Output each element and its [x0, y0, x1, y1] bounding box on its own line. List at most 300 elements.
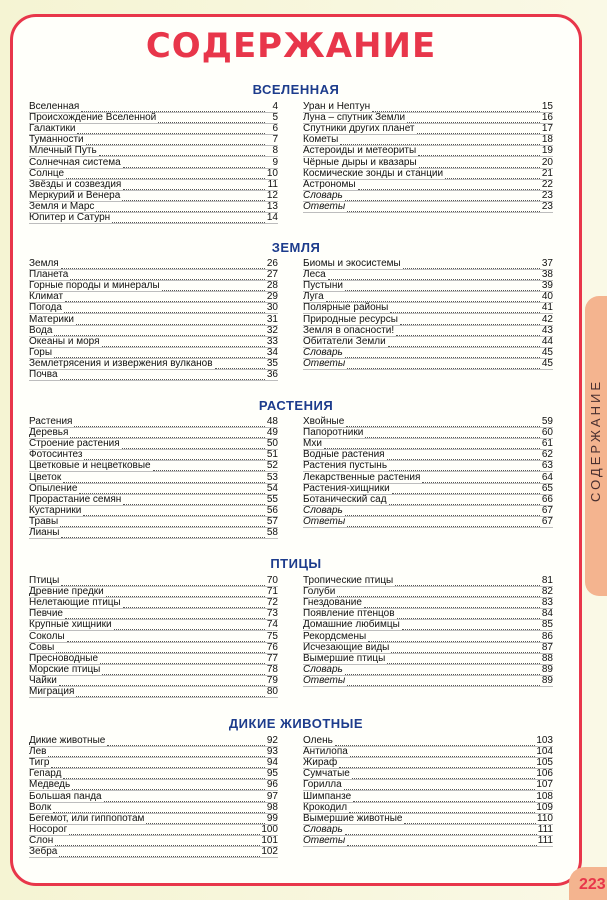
leader-dots: [392, 485, 540, 494]
toc-entry[interactable]: [29, 665, 278, 676]
toc-entry[interactable]: [29, 461, 278, 472]
toc-column-left: [29, 102, 278, 224]
toc-entry-page: 102: [261, 846, 278, 858]
toc-entry-page: 45: [541, 346, 553, 358]
leader-dots: [54, 327, 265, 336]
leader-dots: [372, 103, 540, 112]
toc-entry-page: 18: [541, 134, 553, 146]
toc-entry-title: Домашние любимцы: [303, 619, 400, 631]
toc-entry-title: Ответы: [303, 357, 346, 369]
toc-entry-title: Птицы: [29, 575, 60, 587]
toc-entry-title: Вымершие птицы: [303, 652, 386, 664]
toc-entry-title: Луга: [303, 291, 324, 303]
toc-entry-title: Жираф: [303, 757, 338, 769]
toc-entry-page: 4: [272, 101, 278, 113]
toc-entry-title: Природные ресурсы: [303, 313, 398, 325]
leader-dots: [388, 338, 540, 347]
toc-entry-page: 51: [266, 449, 278, 461]
toc-entry-page: 103: [536, 735, 553, 747]
leader-dots: [347, 677, 540, 686]
leader-dots: [72, 781, 265, 790]
toc-entry[interactable]: [29, 517, 278, 528]
toc-entry-page: 72: [266, 597, 278, 609]
toc-entry-title: Цветок: [29, 471, 62, 483]
leader-dots: [326, 293, 540, 302]
toc-entry-page: 40: [541, 291, 553, 303]
toc-entry-title: Голуби: [303, 586, 336, 598]
leader-dots: [337, 588, 540, 597]
toc-entry-title: Слон: [29, 834, 54, 846]
toc-entry-title: Соколы: [29, 630, 65, 642]
toc-entry[interactable]: [29, 758, 278, 769]
toc-entry-title: Кустарники: [29, 504, 82, 516]
toc-entry-title: Млечный Путь: [29, 145, 97, 157]
toc-entry-page: 26: [266, 258, 278, 270]
toc-entry[interactable]: [303, 428, 553, 439]
toc-entry-page: 29: [266, 291, 278, 303]
leader-dots: [61, 529, 265, 538]
toc-entry-page: 86: [541, 630, 553, 642]
toc-entry-page: 88: [541, 652, 553, 664]
toc-entry-title: Хвойные: [303, 416, 345, 428]
toc-entry-title: Чёрные дыры и квазары: [303, 156, 417, 168]
toc-entry-page: 73: [266, 608, 278, 620]
section-title: ПТИЦЫ: [270, 556, 322, 571]
leader-dots: [402, 621, 540, 630]
leader-dots: [53, 804, 265, 813]
toc-entry-title: Полярные районы: [303, 302, 389, 314]
toc-entry-title: Тропические птицы: [303, 575, 394, 587]
toc-entry-page: 55: [266, 493, 278, 505]
toc-entry-title: Астероиды и метеориты: [303, 145, 417, 157]
toc-entry-title: Пресноводные: [29, 652, 99, 664]
toc-entry-title: Опыление: [29, 482, 78, 494]
leader-dots: [395, 577, 540, 586]
toc-entry-title: Солнце: [29, 167, 65, 179]
leader-dots: [77, 125, 265, 134]
toc-entry-page: 36: [266, 369, 278, 381]
toc-entry[interactable]: [29, 359, 278, 370]
toc-entry-page: 79: [266, 674, 278, 686]
leader-dots: [422, 474, 540, 483]
toc-entry[interactable]: [29, 598, 278, 609]
toc-entry-page: 96: [266, 779, 278, 791]
toc-entry-title: Вода: [29, 324, 53, 336]
toc-entry-title: Словарь: [303, 823, 343, 835]
section-title: ДИКИЕ ЖИВОТНЫЕ: [228, 716, 364, 731]
toc-entry[interactable]: [29, 506, 278, 517]
toc-entry-page: 57: [266, 515, 278, 527]
leader-dots: [67, 633, 265, 642]
leader-dots: [404, 815, 536, 824]
toc-entry-title: Медведь: [29, 779, 71, 791]
leader-dots: [61, 260, 265, 269]
toc-entry-title: Миграция: [29, 686, 75, 698]
leader-dots: [61, 577, 265, 586]
leader-dots: [389, 462, 540, 471]
toc-entry-page: 92: [266, 735, 278, 747]
toc-entry-page: 33: [266, 335, 278, 347]
toc-entry-title: Ответы: [303, 834, 346, 846]
toc-entry-page: 76: [266, 641, 278, 653]
toc-entry-page: 20: [541, 156, 553, 168]
leader-dots: [81, 103, 265, 112]
toc-entry-page: 28: [266, 280, 278, 292]
toc-entry-title: Гепард: [29, 768, 62, 780]
toc-entry[interactable]: [303, 836, 553, 847]
leader-dots: [358, 181, 540, 190]
leader-dots: [347, 203, 540, 212]
toc-entry-title: Гнездование: [303, 597, 362, 609]
leader-dots: [407, 114, 540, 123]
toc-entry-page: 8: [272, 145, 278, 157]
toc-entry-title: Вселенная: [29, 101, 80, 113]
toc-entry-title: Меркурий и Венера: [29, 189, 121, 201]
toc-column-left: [29, 417, 278, 539]
toc-entry-title: Словарь: [303, 504, 343, 516]
leader-dots: [365, 429, 540, 438]
toc-entry-page: 45: [541, 357, 553, 369]
toc-entry-title: Космические зонды и станции: [303, 167, 444, 179]
leader-dots: [153, 462, 265, 471]
leader-dots: [79, 485, 265, 494]
leader-dots: [84, 451, 265, 460]
toc-entry-page: 42: [541, 313, 553, 325]
toc-entry-title: Земля: [29, 258, 59, 270]
toc-entry-page: 74: [266, 619, 278, 631]
toc-entry-title: Растения-хищники: [303, 482, 390, 494]
section-title: ВСЕЛЕННАЯ: [252, 82, 340, 97]
toc-entry-title: Строение растения: [29, 438, 120, 450]
toc-entry-page: 93: [266, 746, 278, 758]
toc-entry[interactable]: [303, 124, 553, 135]
leader-dots: [100, 655, 265, 664]
toc-entry-title: Планета: [29, 269, 69, 281]
leader-dots: [123, 159, 265, 168]
toc-entry-title: Спутники других планет: [303, 123, 415, 135]
toc-entry-page: 14: [266, 212, 278, 224]
leader-dots: [353, 793, 535, 802]
leader-dots: [65, 610, 265, 619]
leader-dots: [396, 327, 540, 336]
leader-dots: [106, 588, 265, 597]
leader-dots: [387, 655, 540, 664]
toc-column-left: [29, 736, 278, 858]
leader-dots: [368, 633, 540, 642]
toc-entry-title: Сумчатые: [303, 768, 350, 780]
toc-entry-title: Бегемот, или гиппопотам: [29, 812, 145, 824]
toc-entry-page: 85: [541, 619, 553, 631]
toc-entry[interactable]: [303, 517, 553, 528]
toc-entry-page: 32: [266, 324, 278, 336]
toc-entry-page: 70: [266, 575, 278, 587]
toc-entry-page: 110: [537, 812, 553, 824]
leader-dots: [344, 781, 536, 790]
toc-entry-page: 22: [541, 178, 553, 190]
leader-dots: [215, 360, 265, 369]
toc-entry-page: 63: [541, 460, 553, 472]
toc-entry-title: Словарь: [303, 663, 343, 675]
toc-entry-title: Пустыни: [303, 280, 343, 292]
toc-entry-title: Словарь: [303, 346, 343, 358]
toc-entry-title: Астрономы: [303, 178, 356, 190]
leader-dots: [345, 826, 537, 835]
toc-entry-title: Солнечная система: [29, 156, 121, 168]
leader-dots: [345, 349, 540, 358]
toc-entry-title: Уран и Нептун: [303, 101, 371, 113]
leader-dots: [350, 748, 535, 757]
toc-entry[interactable]: [303, 202, 553, 213]
side-tab-label: СОДЕРЖАНИЕ: [588, 378, 603, 502]
toc-entry[interactable]: [303, 576, 553, 587]
toc-entry-title: Крокодил: [303, 801, 348, 813]
toc-entry-title: Зебра: [29, 846, 58, 858]
toc-entry-page: 99: [266, 812, 278, 824]
toc-entry-title: Горные породы и минералы: [29, 280, 160, 292]
toc-entry-page: 10: [266, 167, 278, 179]
leader-dots: [112, 214, 265, 223]
leader-dots: [417, 125, 540, 134]
toc-entry-page: 30: [266, 302, 278, 314]
toc-column-right: [303, 259, 553, 370]
toc-entry-title: Олень: [303, 735, 333, 747]
toc-entry-page: 17: [541, 123, 553, 135]
toc-entry-page: 95: [266, 768, 278, 780]
toc-entry-page: 5: [272, 112, 278, 124]
toc-entry-page: 65: [541, 482, 553, 494]
toc-entry-title: Лианы: [29, 527, 60, 539]
leader-dots: [335, 737, 536, 746]
toc-entry[interactable]: [29, 791, 278, 802]
leader-dots: [122, 440, 265, 449]
toc-entry-page: 100: [261, 823, 278, 835]
toc-entry[interactable]: [29, 292, 278, 303]
toc-entry-page: 23: [541, 189, 553, 201]
toc-entry-page: 52: [266, 460, 278, 472]
leader-dots: [345, 282, 540, 291]
toc-entry-title: Словарь: [303, 189, 343, 201]
toc-entry-page: 44: [541, 335, 553, 347]
toc-entry-title: Горы: [29, 346, 53, 358]
toc-entry-page: 6: [272, 123, 278, 135]
toc-entry-title: Погода: [29, 302, 62, 314]
toc-entry-page: 16: [541, 112, 553, 124]
toc-entry[interactable]: [29, 213, 278, 224]
toc-entry-page: 77: [266, 652, 278, 664]
toc-entry-page: 11: [267, 178, 278, 190]
toc-entry-title: Материки: [29, 313, 74, 325]
toc-entry[interactable]: [29, 528, 278, 539]
leader-dots: [123, 181, 265, 190]
toc-entry-title: Ответы: [303, 674, 346, 686]
toc-entry-page: 78: [266, 663, 278, 675]
toc-entry[interactable]: [29, 687, 278, 698]
toc-entry-page: 87: [541, 641, 553, 653]
toc-entry-title: Туманности: [29, 134, 84, 146]
toc-entry-page: 62: [541, 449, 553, 461]
toc-entry-page: 82: [541, 586, 553, 598]
page-number: 223: [579, 876, 606, 893]
toc-entry-page: 60: [541, 427, 553, 439]
toc-entry-page: 61: [541, 438, 553, 450]
leader-dots: [70, 429, 265, 438]
toc-entry[interactable]: [303, 359, 553, 370]
toc-entry-page: 67: [541, 504, 553, 516]
toc-entry-title: Растения: [29, 416, 73, 428]
leader-dots: [51, 759, 265, 768]
toc-entry[interactable]: [29, 620, 278, 631]
toc-entry-page: 48: [266, 416, 278, 428]
toc-entry-page: 84: [541, 608, 553, 620]
toc-entry[interactable]: [303, 281, 553, 292]
leader-dots: [122, 192, 265, 201]
toc-entry-page: 15: [541, 101, 553, 113]
leader-dots: [445, 170, 540, 179]
leader-dots: [74, 418, 265, 427]
toc-entry-page: 13: [266, 200, 278, 212]
toc-column-left: [29, 576, 278, 698]
toc-entry-page: 80: [266, 686, 278, 698]
leader-dots: [390, 304, 540, 313]
toc-entry-title: Певчие: [29, 608, 63, 620]
leader-dots: [387, 451, 540, 460]
leader-dots: [60, 518, 265, 527]
leader-dots: [56, 644, 265, 653]
leader-dots: [349, 804, 535, 813]
toc-entry-page: 75: [266, 630, 278, 642]
toc-entry-title: Водные растения: [303, 449, 385, 461]
leader-dots: [347, 837, 537, 846]
toc-entry-page: 101: [261, 834, 278, 846]
leader-dots: [59, 848, 260, 857]
toc-column-left: [29, 259, 278, 381]
leader-dots: [328, 271, 540, 280]
toc-entry[interactable]: [303, 259, 553, 270]
toc-entry-title: Биомы и экосистемы: [303, 258, 401, 270]
toc-entry-page: 43: [541, 324, 553, 336]
toc-entry[interactable]: [303, 747, 553, 758]
toc-entry-title: Климат: [29, 291, 64, 303]
leader-dots: [59, 677, 265, 686]
leader-dots: [54, 349, 265, 358]
toc-entry-title: Волк: [29, 801, 52, 813]
toc-entry-page: 83: [541, 597, 553, 609]
toc-entry-title: Юпитер и Сатурн: [29, 212, 111, 224]
toc-entry-page: 9: [272, 156, 278, 168]
toc-entry-title: Вымершие животные: [303, 812, 403, 824]
toc-entry-page: 7: [272, 134, 278, 146]
toc-entry[interactable]: [29, 157, 278, 168]
leader-dots: [352, 770, 535, 779]
leader-dots: [389, 496, 540, 505]
toc-entry[interactable]: [29, 370, 278, 381]
toc-entry-page: 41: [541, 302, 553, 314]
toc-entry-title: Нелетающие птицы: [29, 597, 121, 609]
toc-entry-title: Антилопа: [303, 746, 348, 758]
toc-entry-title: Мхи: [303, 438, 322, 450]
toc-entry-title: Горилла: [303, 779, 342, 791]
toc-entry-page: 19: [541, 145, 553, 157]
toc-entry-page: 98: [266, 801, 278, 813]
toc-entry[interactable]: [29, 631, 278, 642]
toc-entry-title: Папоротники: [303, 427, 364, 439]
toc-entry[interactable]: [29, 836, 278, 847]
leader-dots: [345, 666, 540, 675]
toc-entry-title: Происхождение Вселенной: [29, 112, 157, 124]
leader-dots: [70, 271, 265, 280]
toc-entry-title: Исчезающие виды: [303, 641, 390, 653]
toc-entry-title: Деревья: [29, 427, 69, 439]
toc-column-right: [303, 736, 553, 847]
toc-entry-page: 111: [537, 834, 553, 846]
toc-entry-page: 39: [541, 280, 553, 292]
toc-column-right: [303, 417, 553, 528]
leader-dots: [76, 688, 265, 697]
leader-dots: [102, 666, 265, 675]
leader-dots: [76, 316, 265, 325]
leader-dots: [346, 418, 540, 427]
leader-dots: [63, 474, 265, 483]
toc-entry-page: 31: [266, 313, 278, 325]
toc-entry-page: 54: [266, 482, 278, 494]
toc-entry-page: 81: [541, 575, 553, 587]
leader-dots: [96, 203, 265, 212]
toc-entry-page: 58: [266, 527, 278, 539]
toc-entry-page: 35: [266, 357, 278, 369]
toc-entry-title: Рекордсмены: [303, 630, 367, 642]
toc-entry-page: 23: [541, 200, 553, 212]
section-title: ЗЕМЛЯ: [271, 240, 321, 255]
toc-entry-title: Фотосинтез: [29, 449, 83, 461]
leader-dots: [391, 644, 540, 653]
toc-entry[interactable]: [29, 281, 278, 292]
toc-entry-page: 56: [266, 504, 278, 516]
leader-dots: [63, 770, 265, 779]
toc-entry-title: Морские птицы: [29, 663, 101, 675]
toc-entry-page: 111: [537, 823, 553, 835]
toc-entry[interactable]: [29, 314, 278, 325]
toc-entry-page: 97: [266, 790, 278, 802]
toc-entry-title: Дикие животные: [29, 735, 106, 747]
toc-entry[interactable]: [29, 736, 278, 747]
toc-entry-title: Обитатели Земли: [303, 335, 386, 347]
leader-dots: [102, 338, 265, 347]
leader-dots: [146, 815, 265, 824]
toc-entry[interactable]: [29, 847, 278, 858]
toc-entry-title: Большая панда: [29, 790, 102, 802]
toc-entry[interactable]: [29, 747, 278, 758]
leader-dots: [55, 837, 260, 846]
toc-entry-page: 34: [266, 346, 278, 358]
toc-entry-title: Леса: [303, 269, 326, 281]
toc-entry-title: Появление птенцов: [303, 608, 395, 620]
toc-entry-page: 49: [266, 427, 278, 439]
toc-entry-title: Чайки: [29, 674, 57, 686]
toc-entry-title: Носорог: [29, 823, 68, 835]
toc-entry-page: 50: [266, 438, 278, 450]
toc-entry-title: Цветковые и нецветковые: [29, 460, 151, 472]
leader-dots: [162, 282, 265, 291]
toc-entry-page: 21: [541, 167, 553, 179]
toc-entry[interactable]: [29, 337, 278, 348]
toc-entry[interactable]: [303, 676, 553, 687]
leader-dots: [364, 599, 540, 608]
toc-entry-title: Крупные хищники: [29, 619, 112, 631]
toc-entry[interactable]: [29, 825, 278, 836]
toc-entry-title: Океаны и моря: [29, 335, 100, 347]
toc-entry-title: Лев: [29, 746, 47, 758]
toc-entry-title: Звёзды и созвездия: [29, 178, 122, 190]
